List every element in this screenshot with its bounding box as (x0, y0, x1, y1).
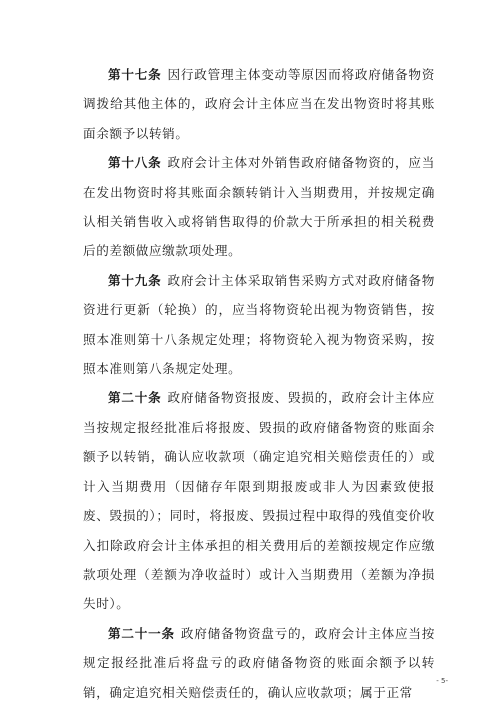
article-20-text: 政府储备物资报废、毁损的，政府会计主体应当按规定报经批准后将报废、毁损的政府储备物资的账面余额予以转销，确认应收款项（确定追究相关赔偿责任的）或计入当期费用（因储存年限到期报废或非人为因素致使报废、毁损的）；同时，将报废、毁损过程中取得的残值变价收入扣除政府会计主体承担的相关费用后的差额按规定作应缴款项处理（差额为净收益时）或计入当期费用（差额为净损失时）。 (83, 390, 435, 612)
article-20-paragraph (83, 383, 435, 618)
article-19-paragraph (83, 266, 435, 384)
document-body (83, 60, 435, 707)
article-19-heading: 第十九条 (108, 272, 162, 288)
article-17-paragraph (83, 60, 435, 148)
article-18-heading: 第十八条 (108, 155, 162, 171)
article-17-text: 因行政管理主体变动等原因而将政府储备物资调拨给其他主体的，政府会计主体应当在发出物资时将其账面余额予以转销。 (83, 67, 435, 141)
article-20-heading: 第二十条 (108, 390, 162, 406)
article-21-paragraph (83, 619, 435, 707)
article-21-text: 政府储备物资盘亏的，政府会计主体应当按规定报经批准后将盘亏的政府储备物资的账面余额予以转销，确定追究相关赔偿责任的，确认应收款项；属于正常 (83, 625, 436, 700)
article-19-text: 政府会计主体采取销售采购方式对政府储备物资进行更新（轮换）的，应当将物资轮出视为物资销售，按照本准则第十八条规定处理；将物资轮入视为物资采购，按照本准则第八条规定处理。 (83, 272, 435, 377)
article-21-heading: 第二十一条 (108, 625, 175, 641)
page-number: - 5- (436, 677, 448, 685)
article-18-paragraph (83, 148, 435, 266)
article-17-heading: 第十七条 (108, 67, 162, 82)
article-18-text: 政府会计主体对外销售政府储备物资的，应当在发出物资时将其账面余额转销计入当期费用，并按规定确认相关销售收入或将销售取得的价款大于所承担的相关税费后的差额做应缴款项处理。 (83, 155, 435, 259)
